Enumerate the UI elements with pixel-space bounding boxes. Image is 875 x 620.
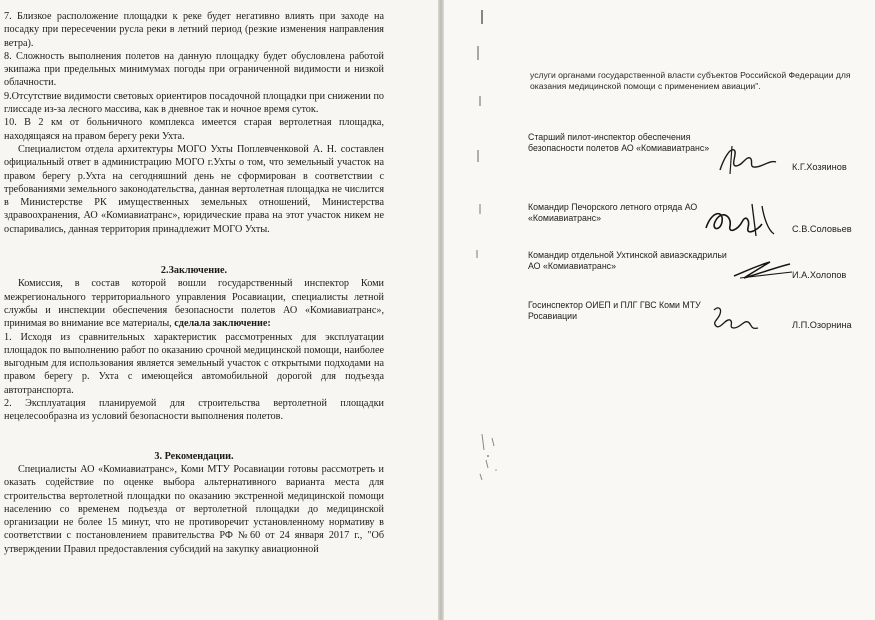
recommendation-paragraph: Специалисты АО «Комиавиатранс», Коми МТУ Росавиации готовы рассмотреть и оказать содействие по оценке выбора альтернативного варианта места для строительства вертолетной площадки по оказанию экстренной медицинской помощи населению со временем подъезда от вертолетной площадки до медицинской организации не более 15 минут, что не противоречит установленному нормативу в соответствии с постановлением правительства РФ №60 от 24 января 2017 г., "Об утверждении Правил предоставления субсидий на закупку авиационной	[4, 463, 384, 555]
signature-1	[712, 140, 782, 180]
commission-text: Комиссия, в состав которой вошли государственный инспектор Коми межрегионального территориального управления Росавиации, специалисты летной службы и инспекции обеспечения безопасности полетов АО «Комиавиатранс», принимая во внимание все материалы,	[4, 278, 384, 330]
decree-continuation: услуги органами государственной власти субъектов Российской Федерации для оказания медицинской помощи с применением авиации".	[530, 70, 851, 91]
commission-paragraph	[4, 277, 384, 330]
section-2-heading: 2.Заключение.	[160, 265, 228, 277]
right-content	[442, 0, 875, 620]
signature-3	[730, 254, 800, 284]
signatory-3-title: Командир отдельной Ухтинской авиаэскадрильи АО «Комиавиатранс»	[528, 250, 727, 271]
item-8: 8. Сложность выполнения полетов на данную площадку будет обусловлена работой экипажа при предельных минимумах погоды при ограниченной видимости и низкой облачности.	[4, 50, 384, 89]
signature-4	[708, 300, 768, 334]
binding-marks	[458, 0, 498, 300]
signatory-3-name: И.А.Холопов	[792, 270, 847, 280]
left-text-column	[4, 10, 384, 556]
architect-paragraph: Специалистом отдела архитектуры МОГО Ухты Поплевченковой А. Н. составлен официальный ответ в администрацию МОГО г.Ухты о том, что земельный участок на правом берегу р.Ухта на сегодняшний день не сформирован в соответствии с требованиями земельного законодательства, данная вертолетная площадка не числится в Министерстве РК имущественных земельных отношений, Министерства здравоохранения, АО «Комиавиатранс», юридические права на этот участок никем не оспаривались, данная территория принадлежит МОГО Ухты.	[4, 143, 384, 235]
scan-specks	[476, 430, 536, 500]
section-3-heading: 3. Рекомендации.	[154, 450, 234, 462]
item-9: 9.Отсутствие видимости световых ориентиров посадочной площадки при снижении по глиссаде из-за лесного массива, как в дневное так и ночное время суток.	[4, 90, 384, 116]
item-10: 10. В 2 км от больничного комплекса имеется старая вертолетная площадка, находящаяся на правом берегу реки Ухта.	[4, 117, 384, 142]
conclusion-2: 2. Эксплуатация планируемой для строительства вертолетной площадки нецелесообразна из условий безопасности выполнения полетов.	[4, 398, 384, 423]
signatory-1-title: Старший пилот-инспектор обеспечения безопасности полетов АО «Комиавиатранс»	[528, 132, 710, 153]
signatory-1-name: К.Г.Хозяинов	[792, 162, 847, 172]
signatory-4-title: Госинспектор ОИЕП и ПЛГ ГВС Коми МТУ Росавиации	[528, 300, 701, 321]
signatory-2-title: Командир Печорского летного отряда АО «Комиавиатранс»	[528, 202, 698, 223]
signatory-4-name: Л.П.Озорнина	[792, 320, 852, 330]
signatory-2-name: С.В.Соловьев	[792, 224, 852, 234]
commission-conclusion-label: сделала заключение:	[174, 318, 271, 330]
signature-2	[702, 200, 782, 240]
conclusion-1: 1. Исходя из сравнительных характеристик рассмотренных для эксплуатации площадок по выполнению работ по оказанию срочной медицинской помощи, наиболее выгодным для использования является земельный участок с открытыми подходами на правом берегу р. Ухта с имеющейся автомобильной дорогой для подъезда автотранспорта.	[4, 331, 384, 396]
item-7: 7. Близкое расположение площадки к реке будет негативно влиять при заходе на посадку при пересечении русла реки в летний период (резкие изменения направления ветра).	[4, 11, 384, 49]
